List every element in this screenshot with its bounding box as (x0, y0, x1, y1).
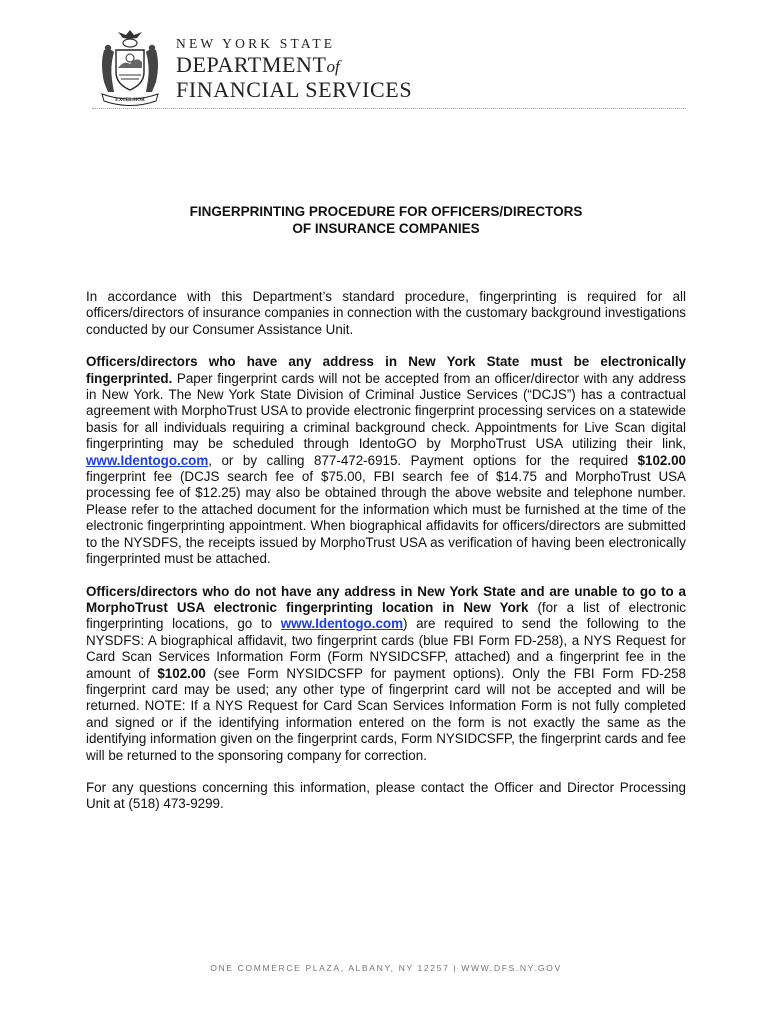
letterhead (88, 26, 688, 112)
paragraph-non-ny-officers (86, 584, 686, 764)
paragraph-ny-officers (86, 354, 686, 567)
agency-name (176, 36, 412, 102)
paragraph-non-ny-lead: Officers/directors who do not have any address in New York State and are unable to go to a MorphoTrust USA electronic fingerprinting location in New York (86, 583, 686, 615)
agency-line-financial-services: FINANCIAL SERVICES (176, 77, 413, 102)
footer-address: ONE COMMERCE PLAZA, ALBANY, NY 12257 | WWW.DFS.NY.GOV (210, 963, 562, 973)
seal-banner-text: EXCELSIOR (115, 98, 145, 103)
title-line-2: OF INSURANCE COMPANIES (292, 221, 480, 236)
paragraph-ny-text-1: Paper fingerprint cards will not be accepted from an officer/director with any address in New York. The New York State Division of Criminal Justice Services (“DCJS”) has a contractual agreement with MorphoTrust USA to provide electronic fingerprint processing services on a statewide basis for all individuals requiring a criminal background check. Appointments for Live Scan digital fingerprinting may be scheduled through IdentoGO by MorphoTrust USA utilizing their link, (86, 370, 686, 452)
agency-of-word: of (326, 57, 340, 76)
paragraph-contact: For any questions concerning this information, please contact the Officer and Director Processing Unit at (518) 473-9299. (86, 779, 686, 812)
letterhead-divider (92, 108, 686, 109)
paragraph-non-ny-text-1: (for a list of electronic fingerprinting locations, go to (86, 599, 686, 632)
title-line-1: FINGERPRINTING PROCEDURE FOR OFFICERS/DIRECTORS (189, 204, 583, 219)
document-title (86, 203, 686, 237)
document-body (86, 289, 686, 829)
paragraph-ny-officers-lead: Officers/directors who have any address in New York State must be electronically fingerprinted. (86, 354, 686, 386)
paragraph-ny-text-3: fingerprint fee (DCJS search fee of $75.00, FBI search fee of $14.75 and MorphoTrust USA processing fee of $12.25) may also be obtained through the above website and telephone number. Please refer to the attached document for the information which must be furnished at the time of the electronic fingerprinting appointment. When biographical affidavits for officers/directors are submitted to the NYSDFS, the receipts issued by MorphoTrust USA as verification of having been electronically fingerprinted must be attached. (86, 469, 686, 567)
new-york-state-seal-icon (94, 28, 166, 106)
paragraph-non-ny-text-3: (see Form NYSIDCSFP for payment options). Only the FBI Form FD-258 fingerprint card may be used; any other type of fingerprint card will not be accepted and will be returned. NOTE: If a NYS Request for Card Scan Services Information Form is not fully completed and signed or if the identifying information entered on the form is not exactly the same as the identifying information given on the fingerprint cards, Form NYSIDCSFP, the fingerprint cards and fee will be returned to the sponsoring company for correction. (86, 665, 686, 763)
identogo-link-2[interactable]: www.Identogo.com (280, 616, 403, 632)
fingerprint-fee-amount: $102.00 (637, 452, 686, 468)
identogo-link[interactable]: www.Identogo.com (86, 452, 209, 468)
agency-department-word: DEPARTMENT (176, 52, 327, 77)
agency-line-state: NEW YORK STATE (176, 36, 336, 51)
paragraph-ny-text-2: , or by calling 877-472-6915. Payment options for the required (208, 452, 638, 468)
paragraph-intro: In accordance with this Department’s standard procedure, fingerprinting is required for all officers/directors of insurance companies in connection with the customary background investigations conducted by our Consumer Assistance Unit. (86, 289, 686, 337)
paragraph-non-ny-text-2: ) are required to send the following to the NYSDFS: A biographical affidavit, two fingerprint cards (blue FBI Form FD-258), a NYS Request for Card Scan Services Information Form (Form NYSIDCSFP, attached) and a fingerprint fee in the amount of (86, 616, 686, 681)
fingerprint-fee-amount-2: $102.00 (157, 665, 206, 681)
agency-line-department (176, 54, 412, 78)
